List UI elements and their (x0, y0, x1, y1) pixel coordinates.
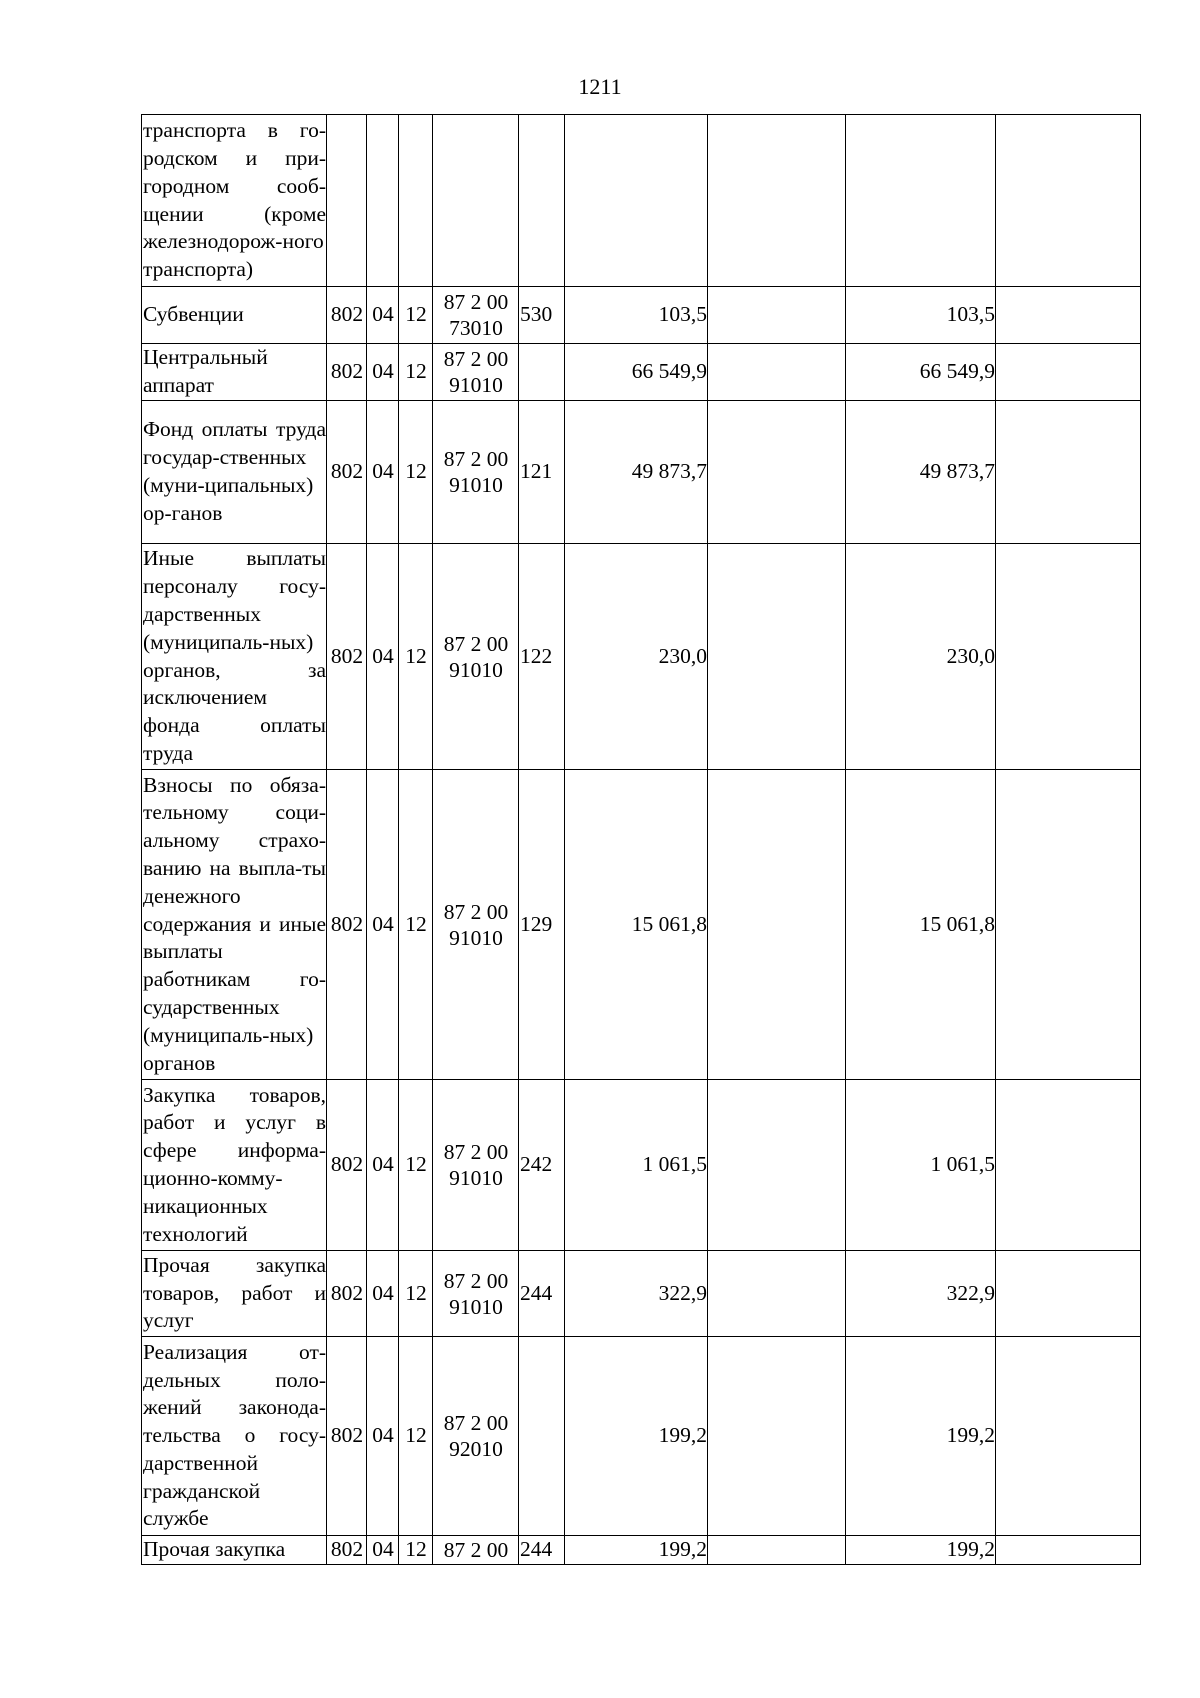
table-row (142, 1251, 1141, 1337)
cell-vr: 129 (519, 770, 565, 1080)
cell-pr: 12 (399, 1536, 433, 1565)
cell-sum-3: 66 549,9 (846, 344, 996, 401)
cell-csr: 87 2 00 91010 (433, 1080, 519, 1251)
cell-grbs (327, 115, 367, 287)
cell-pr: 12 (399, 344, 433, 401)
cell-grbs: 802 (327, 1536, 367, 1565)
cell-sum-3: 322,9 (846, 1251, 996, 1337)
cell-sum-3 (846, 115, 996, 287)
cell-sum-3: 103,5 (846, 287, 996, 344)
cell-name: Центральный аппарат (142, 344, 327, 401)
cell-sum-1: 15 061,8 (565, 770, 708, 1080)
cell-grbs: 802 (327, 344, 367, 401)
cell-vr: 244 (519, 1536, 565, 1565)
cell-csr: 87 2 00 91010 (433, 401, 519, 544)
cell-sum-4 (996, 401, 1141, 544)
cell-sum-1 (565, 115, 708, 287)
cell-grbs: 802 (327, 401, 367, 544)
cell-vr: 121 (519, 401, 565, 544)
cell-csr: 87 2 00 73010 (433, 287, 519, 344)
cell-sum-2 (708, 1080, 846, 1251)
cell-sum-3: 1 061,5 (846, 1080, 996, 1251)
cell-rz: 04 (367, 344, 399, 401)
cell-csr (433, 115, 519, 287)
cell-pr: 12 (399, 401, 433, 544)
cell-rz: 04 (367, 287, 399, 344)
cell-pr: 12 (399, 1080, 433, 1251)
cell-sum-4 (996, 770, 1141, 1080)
cell-vr (519, 1337, 565, 1536)
cell-sum-2 (708, 401, 846, 544)
cell-csr: 87 2 00 92010 (433, 1337, 519, 1536)
table-row (142, 1080, 1141, 1251)
cell-sum-3: 230,0 (846, 544, 996, 770)
cell-csr: 87 2 00 (433, 1536, 519, 1565)
cell-vr: 530 (519, 287, 565, 344)
cell-rz (367, 115, 399, 287)
cell-rz: 04 (367, 770, 399, 1080)
cell-name: Взносы по обяза-тельному соци-альному страхо-ванию на выпла-ты денежного содержания и иные выплаты работникам го-сударственных (муниципаль-ных) органов (142, 770, 327, 1080)
cell-pr: 12 (399, 287, 433, 344)
cell-sum-4 (996, 1337, 1141, 1536)
cell-name: Прочая закупка (142, 1536, 327, 1565)
cell-pr: 12 (399, 1251, 433, 1337)
cell-sum-4 (996, 287, 1141, 344)
cell-vr (519, 115, 565, 287)
cell-name: Иные выплаты персоналу госу-дарственных (муниципаль-ных) органов, за исключением фонда оплаты труда (142, 544, 327, 770)
table-body (142, 115, 1141, 1565)
cell-rz: 04 (367, 544, 399, 770)
cell-grbs: 802 (327, 1080, 367, 1251)
cell-name: Прочая закупка товаров, работ и услуг (142, 1251, 327, 1337)
table-row (142, 1337, 1141, 1536)
cell-sum-1: 230,0 (565, 544, 708, 770)
cell-name: Субвенции (142, 287, 327, 344)
cell-sum-2 (708, 287, 846, 344)
table-row (142, 344, 1141, 401)
cell-csr: 87 2 00 91010 (433, 344, 519, 401)
cell-vr: 122 (519, 544, 565, 770)
cell-pr: 12 (399, 1337, 433, 1536)
cell-csr: 87 2 00 91010 (433, 1251, 519, 1337)
cell-grbs: 802 (327, 1337, 367, 1536)
cell-grbs: 802 (327, 287, 367, 344)
cell-sum-1: 1 061,5 (565, 1080, 708, 1251)
cell-grbs: 802 (327, 770, 367, 1080)
table-row (142, 401, 1141, 544)
cell-sum-3: 199,2 (846, 1337, 996, 1536)
cell-csr: 87 2 00 91010 (433, 544, 519, 770)
cell-sum-4 (996, 115, 1141, 287)
cell-rz: 04 (367, 1337, 399, 1536)
cell-pr (399, 115, 433, 287)
cell-sum-1: 103,5 (565, 287, 708, 344)
table-row (142, 544, 1141, 770)
cell-grbs: 802 (327, 1251, 367, 1337)
cell-sum-4 (996, 1080, 1141, 1251)
cell-sum-3: 15 061,8 (846, 770, 996, 1080)
cell-csr: 87 2 00 91010 (433, 770, 519, 1080)
cell-sum-4 (996, 1251, 1141, 1337)
page-number: 1211 (578, 74, 622, 99)
table-row (142, 770, 1141, 1080)
cell-sum-2 (708, 344, 846, 401)
cell-rz: 04 (367, 1251, 399, 1337)
cell-vr: 244 (519, 1251, 565, 1337)
cell-name: Реализация от-дельных поло-жений законода-тельства о госу-дарственной гражданской службе (142, 1337, 327, 1536)
cell-sum-4 (996, 344, 1141, 401)
cell-sum-4 (996, 544, 1141, 770)
cell-sum-2 (708, 1536, 846, 1565)
cell-pr: 12 (399, 544, 433, 770)
cell-sum-2 (708, 115, 846, 287)
cell-sum-3: 49 873,7 (846, 401, 996, 544)
cell-vr (519, 344, 565, 401)
table-row (142, 115, 1141, 287)
cell-sum-1: 49 873,7 (565, 401, 708, 544)
cell-rz: 04 (367, 401, 399, 544)
cell-name: транспорта в го-родском и при-городном сооб-щении (кроме железнодорож-ного транспорта) (142, 115, 327, 287)
cell-name: Фонд оплаты труда государ-ственных (муни-ципальных) ор-ганов (142, 401, 327, 544)
cell-sum-1: 199,2 (565, 1337, 708, 1536)
table-row (142, 287, 1141, 344)
cell-sum-1: 199,2 (565, 1536, 708, 1565)
cell-sum-2 (708, 770, 846, 1080)
cell-sum-1: 322,9 (565, 1251, 708, 1337)
cell-sum-4 (996, 1536, 1141, 1565)
cell-sum-3: 199,2 (846, 1536, 996, 1565)
table-row (142, 1536, 1141, 1565)
budget-table (141, 114, 1141, 1565)
cell-pr: 12 (399, 770, 433, 1080)
cell-sum-2 (708, 544, 846, 770)
cell-vr: 242 (519, 1080, 565, 1251)
cell-rz: 04 (367, 1536, 399, 1565)
cell-sum-1: 66 549,9 (565, 344, 708, 401)
cell-sum-2 (708, 1337, 846, 1536)
cell-sum-2 (708, 1251, 846, 1337)
cell-rz: 04 (367, 1080, 399, 1251)
cell-grbs: 802 (327, 544, 367, 770)
cell-name: Закупка товаров, работ и услуг в сфере информа-ционно-комму-никационных технологий (142, 1080, 327, 1251)
